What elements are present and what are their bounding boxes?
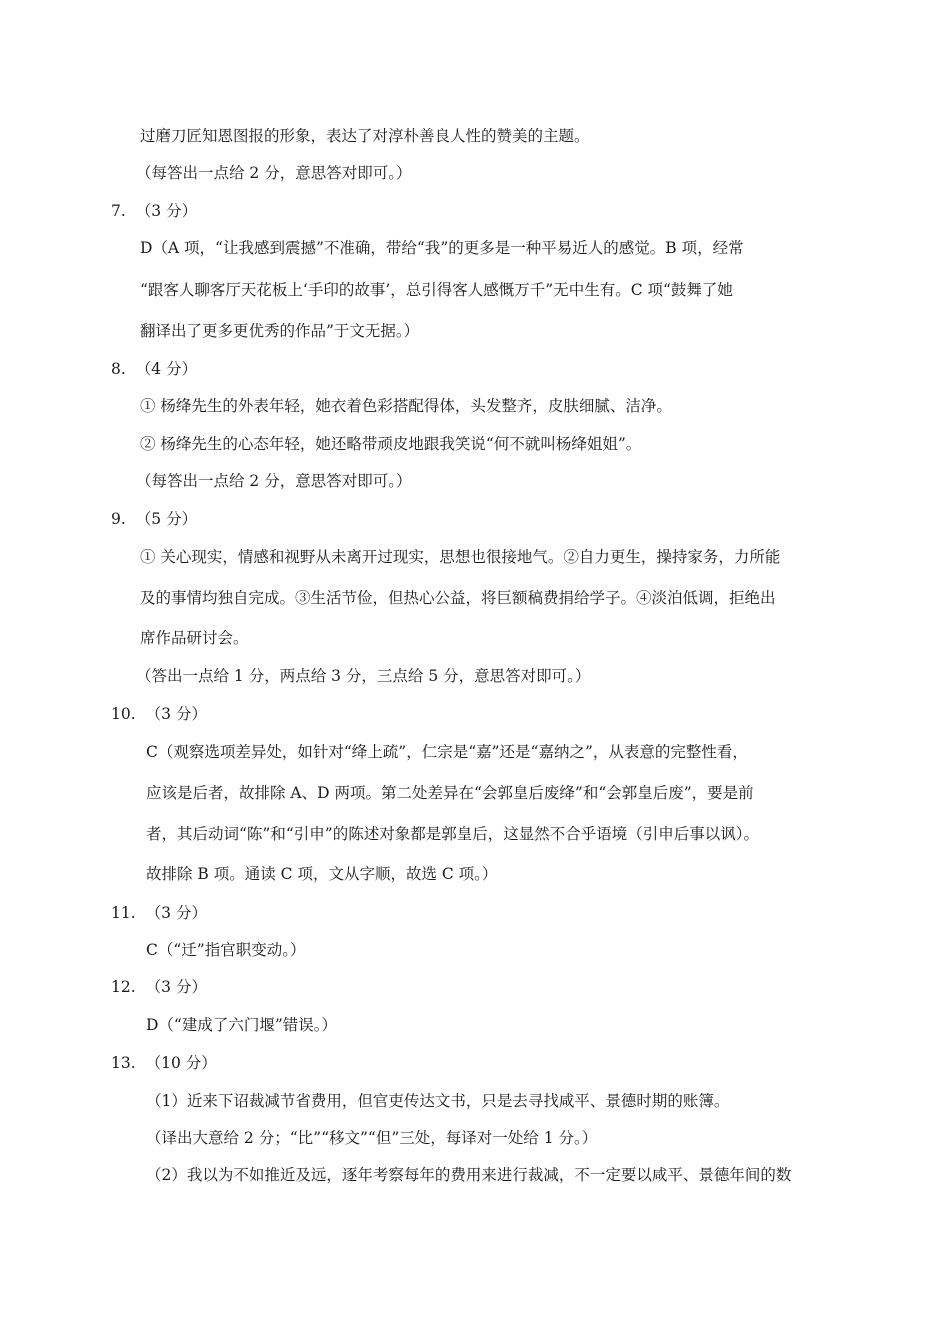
question-header-12 — [111, 977, 207, 997]
text-line: （1）近来下诏裁减节省费用，但官吏传达文书，只是去寻找咸平、景德时期的账簿。 — [146, 1092, 730, 1110]
question-header-11 — [111, 903, 207, 923]
question-points: （4 分） — [135, 360, 198, 378]
text-line: 翻译出了更多更优秀的作品”于文无据。） — [140, 322, 420, 340]
text-line: ① 关心现实，情感和视野从未离开过现实，思想也很接地气。②自力更生，操持家务，力所能 — [140, 548, 781, 566]
question-number: 10. — [111, 705, 136, 723]
question-number: 11. — [111, 904, 136, 922]
question-points: （10 分） — [145, 1054, 217, 1072]
question-number: 7. — [111, 202, 126, 220]
question-points: （5 分） — [135, 510, 198, 528]
text-line: 故排除 B 项。通读 C 项，文从字顺，故选 C 项。） — [146, 865, 498, 883]
question-header-8 — [111, 359, 197, 379]
text-line: ① 杨绛先生的外表年轻，她衣着色彩搭配得体，头发整齐，皮肤细腻、洁净。 — [140, 397, 672, 415]
question-header-9 — [111, 509, 197, 529]
question-number: 8. — [111, 360, 126, 378]
text-line: （译出大意给 2 分；“比”“移文”“但”三处，每译对一处给 1 分。） — [146, 1129, 598, 1147]
text-line: ② 杨绛先生的心态年轻，她还略带顽皮地跟我笑说“何不就叫杨绛姐姐”。 — [140, 435, 642, 453]
text-line: 者，其后动词“陈”和“引申”的陈述对象都是郭皇后，这显然不合乎语境（引申后事以讽）。 — [146, 825, 759, 843]
text-line: “跟客人聊客厅天花板上‘手印的故事’，总引得客人感慨万千”无中生有。C 项“鼓舞了她 — [140, 281, 733, 299]
question-header-13 — [111, 1053, 217, 1073]
text-line: C（“迁”指官职变动。） — [146, 941, 306, 959]
text-line: 应该是后者，故排除 A、D 两项。第二处差异在“会郭皇后废绛”和“会郭皇后废”，要是前 — [146, 784, 754, 802]
text-line: 过磨刀匠知恩图报的形象，表达了对淳朴善良人性的赞美的主题。 — [140, 127, 590, 145]
question-points: （3 分） — [145, 904, 207, 922]
question-header-7 — [111, 201, 197, 221]
question-number: 13. — [111, 1054, 136, 1072]
question-points: （3 分） — [145, 978, 207, 996]
question-number: 12. — [111, 978, 136, 996]
question-number: 9. — [111, 510, 126, 528]
text-line: （每答出一点给 2 分，意思答对即可。） — [136, 164, 412, 182]
text-line: （2）我以为不如推近及远，逐年考察每年的费用来进行裁减，不一定要以咸平、景德年间的数 — [146, 1166, 792, 1184]
text-line: 席作品研讨会。 — [140, 629, 249, 647]
question-points: （3 分） — [145, 705, 207, 723]
text-line: C（观察选项差异处，如针对“绛上疏”，仁宗是“嘉”还是“嘉纳之”，从表意的完整性看， — [146, 743, 748, 761]
text-line: D（A 项，“让我感到震撼”不准确，带给“我”的更多是一种平易近人的感觉。B 项，经常 — [140, 239, 744, 257]
question-header-10 — [111, 704, 207, 724]
question-points: （3 分） — [135, 202, 198, 220]
text-line: D（“建成了六门堰”错误。） — [146, 1016, 338, 1034]
text-line: （每答出一点给 2 分，意思答对即可。） — [136, 472, 412, 490]
text-line: （答出一点给 1 分，两点给 3 分，三点给 5 分，意思答对即可。） — [136, 667, 591, 685]
text-line: 及的事情均独自完成。③生活节俭，但热心公益，将巨额稿费捐给学子。④淡泊低调，拒绝出 — [140, 589, 776, 607]
